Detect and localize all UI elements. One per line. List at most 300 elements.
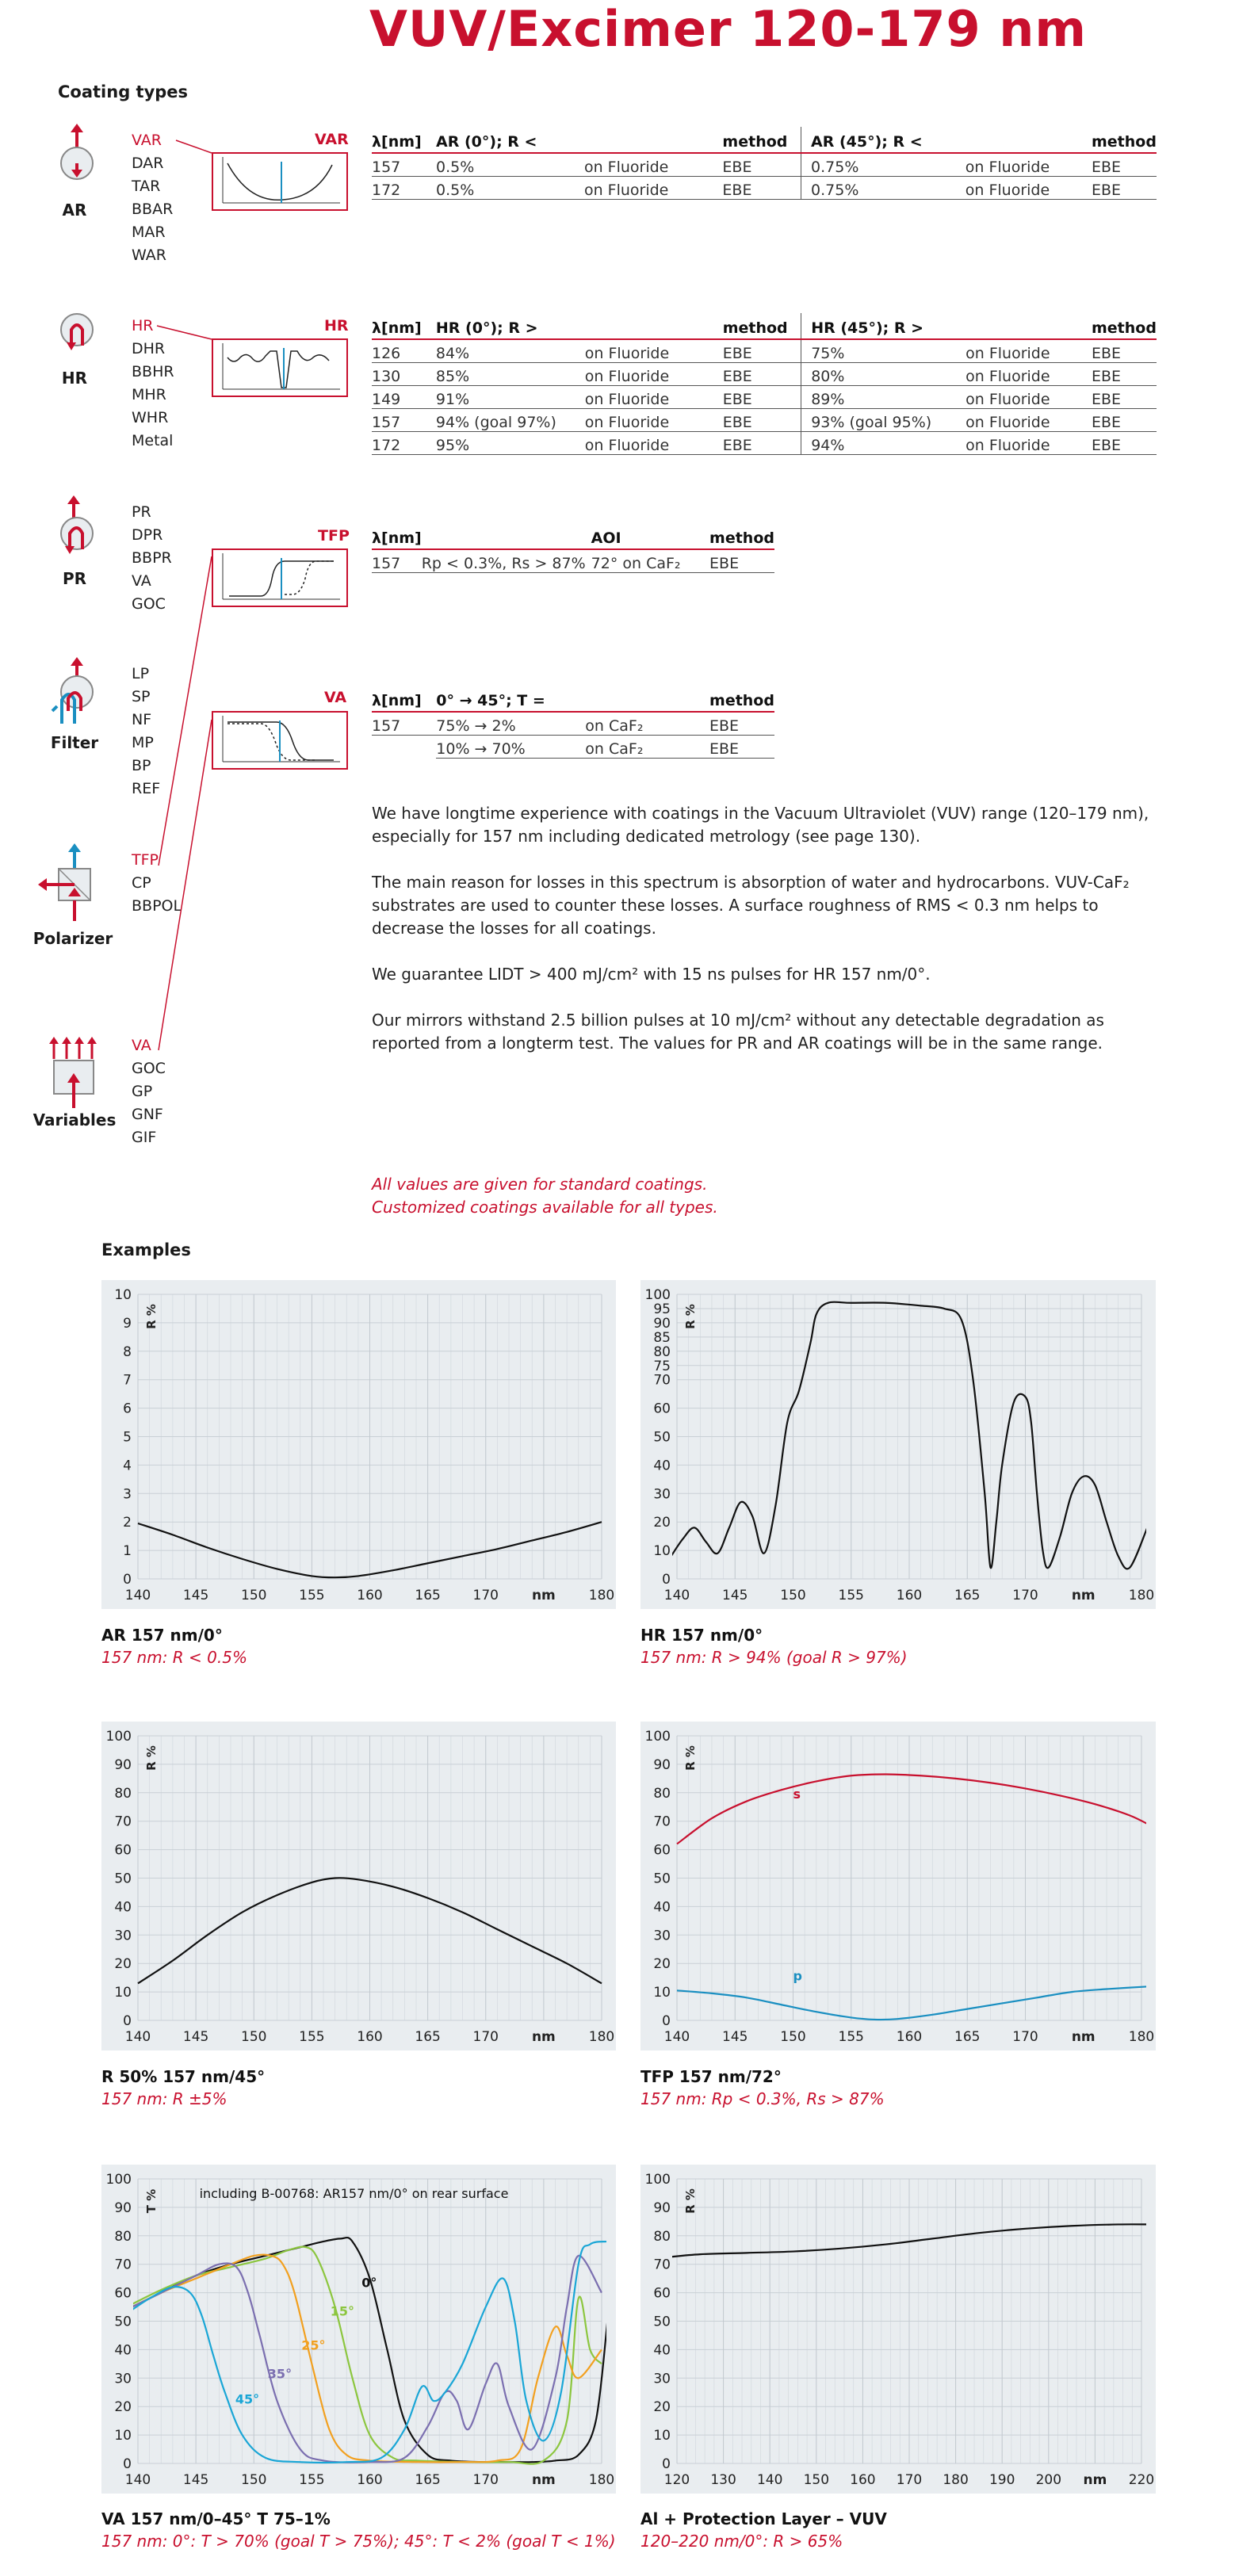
table-cell: Rp < 0.3%, Rs > 87% — [422, 549, 591, 573]
list-item[interactable]: TFP — [132, 851, 159, 869]
list-item[interactable]: DAR — [132, 155, 164, 172]
table-header: AOI — [591, 523, 709, 549]
y-tick-label: 90 — [114, 2200, 132, 2216]
list-item[interactable]: MHR — [132, 386, 166, 403]
x-tick-label: 140 — [756, 2472, 783, 2488]
x-tick-label: 160 — [357, 2029, 383, 2045]
list-item[interactable]: LP — [132, 665, 150, 682]
chart-svg — [101, 1722, 616, 2050]
list-item[interactable]: SP — [132, 688, 151, 705]
chart-title: R 50% 157 nm/45° — [101, 2067, 266, 2086]
y-tick-label: 60 — [653, 1401, 671, 1417]
mini-plot-var — [212, 152, 348, 211]
table-cell: on Fluoride — [965, 177, 1092, 200]
table-cell: on Fluoride — [585, 363, 723, 386]
list-item[interactable]: NF — [132, 711, 152, 728]
series-label: 25° — [301, 2337, 326, 2353]
table-cell — [372, 736, 436, 759]
chart-al-vuv — [640, 2165, 1156, 2494]
x-tick-label: 165 — [415, 2472, 441, 2488]
y-tick-label: 5 — [123, 1429, 132, 1446]
table-header-row — [372, 523, 774, 549]
table-cell: on Fluoride — [585, 409, 723, 432]
table-cell: 94% — [801, 432, 965, 455]
table-header: AR (0°); R < — [436, 127, 584, 153]
y-tick-label: 6 — [123, 1401, 132, 1417]
y-tick-label: 20 — [653, 1956, 671, 1973]
y-tick-label: 30 — [653, 1928, 671, 1944]
table-header: 0° → 45°; T = — [436, 686, 585, 712]
y-tick-label: 2 — [123, 1515, 132, 1531]
table-header-row — [372, 313, 1157, 339]
mini-label-hr: HR — [324, 317, 349, 334]
x-tick-label: 160 — [896, 1588, 923, 1603]
table-cell: 75% → 2% — [436, 712, 585, 736]
y-tick-label: 40 — [653, 2342, 671, 2359]
table-row — [372, 153, 1157, 177]
mini-label-var: VAR — [315, 131, 349, 148]
list-item[interactable]: WAR — [132, 247, 166, 264]
y-tick-label: 70 — [653, 2257, 671, 2273]
y-tick-label: 70 — [653, 1372, 671, 1389]
x-tick-label: 145 — [182, 2472, 209, 2488]
chart-subtitle: 157 nm: 0°: T > 70% (goal T > 75%); 45°: T < 2% (goal T < 1%) — [101, 2532, 616, 2551]
table-cell: on Fluoride — [965, 409, 1092, 432]
table-cell: on Fluoride — [585, 339, 723, 363]
table-header: λ[nm] — [372, 686, 436, 712]
x-tick-label: nm — [1083, 2472, 1107, 2488]
table-cell: 93% (goal 95%) — [801, 409, 965, 432]
x-tick-label: 150 — [780, 2029, 806, 2045]
x-tick-label: 160 — [850, 2472, 876, 2488]
list-item[interactable]: GNF — [132, 1106, 163, 1123]
y-tick-label: 100 — [644, 1287, 671, 1303]
x-tick-label: 180 — [588, 2029, 615, 2045]
chart-hr-157 — [640, 1280, 1156, 1609]
note-line: Customized coatings available for all types. — [372, 1198, 718, 1217]
table-cell: 0.75% — [801, 177, 965, 200]
y-tick-label: 0 — [662, 2456, 671, 2472]
y-tick-label: 50 — [114, 2314, 132, 2330]
table-header — [965, 127, 1092, 153]
list-item[interactable]: MAR — [132, 224, 166, 241]
table-row — [372, 409, 1157, 432]
table-cell: 94% (goal 97%) — [436, 409, 585, 432]
table-header: HR (0°); R > — [436, 313, 585, 339]
table-row — [372, 736, 774, 759]
y-tick-label: 30 — [114, 2371, 132, 2387]
table-cell: EBE — [723, 386, 801, 409]
x-tick-label: 180 — [943, 2472, 969, 2488]
x-tick-label: 140 — [124, 2472, 151, 2488]
x-tick-label: 180 — [588, 1588, 615, 1603]
series-label: s — [793, 1786, 801, 1802]
y-tick-label: 60 — [114, 2285, 132, 2302]
y-tick-label: 0 — [123, 2456, 132, 2472]
chart-svg — [101, 1280, 616, 1609]
y-tick-label: 90 — [114, 1756, 132, 1773]
paragraph: Our mirrors withstand 2.5 billion pulses at 10 mJ/cm² without any detectable degradation as reported from a longterm test. The values for PR and AR coatings will be in the same range. — [372, 1011, 1104, 1053]
y-tick-label: 90 — [653, 1756, 671, 1773]
y-tick-label: 80 — [114, 1785, 132, 1802]
list-item[interactable]: TAR — [132, 178, 161, 195]
chart-title: AR 157 nm/0° — [101, 1626, 223, 1645]
y-tick-label: 80 — [653, 1785, 671, 1802]
list-item[interactable]: HR — [132, 317, 154, 334]
x-tick-label: 180 — [588, 2472, 615, 2488]
x-tick-label: 170 — [472, 1588, 499, 1603]
y-tick-label: 75 — [653, 1358, 671, 1374]
chart-subtitle: 157 nm: R > 94% (goal R > 97%) — [640, 1648, 908, 1667]
chart-va-157 — [101, 2165, 616, 2494]
series-label: 0° — [361, 2275, 377, 2291]
table-cell: EBE — [1092, 386, 1157, 409]
list-item[interactable]: BP — [132, 757, 151, 774]
x-tick-label: nm — [1071, 1588, 1095, 1603]
chart-svg — [640, 1722, 1156, 2050]
y-tick-label: 10 — [114, 1985, 132, 2001]
table-header — [422, 523, 591, 549]
y-tick-label: 0 — [662, 2013, 671, 2029]
table-cell: on Fluoride — [584, 153, 722, 177]
table-cell: EBE — [722, 153, 801, 177]
x-tick-label: nm — [531, 2029, 556, 2045]
table-cell: on Fluoride — [965, 153, 1092, 177]
y-tick-label: 60 — [653, 2285, 671, 2302]
table-cell: 157 — [372, 712, 436, 736]
x-tick-label: 220 — [1128, 2472, 1155, 2488]
table-header: method — [1092, 127, 1157, 153]
category-label-polarizer: Polarizer — [33, 929, 113, 948]
series-label: 35° — [267, 2366, 293, 2382]
x-tick-label: 180 — [1128, 1588, 1155, 1603]
grid — [138, 1294, 602, 1579]
table-cell: 89% — [801, 386, 965, 409]
table-cell: on Fluoride — [585, 432, 723, 455]
x-tick-label: 140 — [663, 2029, 690, 2045]
table-cell: EBE — [1092, 432, 1157, 455]
y-tick-label: 8 — [123, 1343, 132, 1360]
x-tick-label: 155 — [299, 2472, 325, 2488]
chart-title: VA 157 nm/0–45° T 75–1% — [101, 2509, 331, 2528]
table-cell: on Fluoride — [584, 177, 722, 200]
x-tick-label: 165 — [415, 2029, 441, 2045]
table-header: λ[nm] — [372, 127, 436, 153]
y-tick-label: 0 — [123, 2013, 132, 2029]
list-item[interactable]: BBAR — [132, 201, 174, 218]
series-label: 45° — [235, 2391, 260, 2407]
table-row — [372, 363, 1157, 386]
x-tick-label: nm — [531, 2472, 556, 2488]
table-cell: 126 — [372, 339, 436, 363]
chart-subtitle: 157 nm: R ±5% — [101, 2089, 228, 2108]
x-tick-label: 160 — [357, 2472, 383, 2488]
x-tick-label: 145 — [722, 1588, 748, 1603]
category-label-hr: HR — [61, 369, 88, 388]
table-header: method — [1092, 313, 1157, 339]
table-header — [585, 686, 709, 712]
list-item[interactable]: WHR — [132, 409, 169, 426]
series-line — [677, 1774, 1153, 1844]
y-tick-label: 40 — [114, 1899, 132, 1916]
x-tick-label: 180 — [1128, 2029, 1155, 2045]
x-tick-label: 150 — [241, 2472, 267, 2488]
chart-svg — [640, 1280, 1156, 1609]
table-cell: EBE — [1092, 363, 1157, 386]
y-tick-label: 100 — [105, 1729, 132, 1745]
list-item[interactable]: VAR — [132, 132, 162, 149]
y-tick-label: 3 — [123, 1486, 132, 1503]
table-cell: EBE — [723, 363, 801, 386]
table-cell: EBE — [709, 712, 774, 736]
table-cell: 91% — [436, 386, 585, 409]
y-tick-label: 10 — [653, 2428, 671, 2444]
table-cell: 0.75% — [801, 153, 965, 177]
table-cell: EBE — [1092, 409, 1157, 432]
examples-heading: Examples — [101, 1240, 191, 1259]
y-tick-label: 50 — [653, 1871, 671, 1887]
grid — [138, 1736, 602, 2020]
y-tick-label: 90 — [653, 2200, 671, 2216]
chart-title: TFP 157 nm/72° — [640, 2067, 782, 2086]
list-item[interactable]: BBHR — [132, 363, 174, 380]
table-cell: EBE — [723, 409, 801, 432]
list-item[interactable]: GOC — [132, 1060, 166, 1077]
table-cell: 0.5% — [436, 153, 584, 177]
mini-plot-hr — [212, 338, 348, 397]
series-label: 15° — [330, 2303, 355, 2319]
table-cell: 85% — [436, 363, 585, 386]
table-cell: EBE — [722, 177, 801, 200]
x-tick-label: 155 — [838, 2029, 864, 2045]
list-item[interactable]: REF — [132, 780, 161, 797]
chart-svg — [101, 2165, 616, 2494]
table-header: method — [709, 523, 774, 549]
x-tick-label: 165 — [954, 1588, 981, 1603]
table-cell: EBE — [723, 432, 801, 455]
x-tick-label: 170 — [472, 2472, 499, 2488]
category-label-ar: AR — [62, 201, 87, 220]
table-cell: 80% — [801, 363, 965, 386]
x-tick-label: 170 — [472, 2029, 499, 2045]
table-cell: EBE — [709, 736, 774, 759]
y-tick-label: 10 — [653, 1543, 671, 1560]
list-item[interactable]: CP — [132, 874, 151, 892]
table-cell: EBE — [1092, 177, 1157, 200]
y-tick-label: 80 — [653, 2228, 671, 2245]
y-tick-label: 0 — [123, 1572, 132, 1588]
y-tick-label: 10 — [653, 1985, 671, 2001]
y-tick-label: 0 — [662, 1572, 671, 1588]
y-tick-label: 30 — [653, 1486, 671, 1503]
chart-subtitle: 120–220 nm/0°: R > 65% — [640, 2532, 843, 2551]
table-cell: EBE — [723, 339, 801, 363]
table-header: HR (45°); R > — [801, 313, 965, 339]
y-tick-label: 40 — [653, 1899, 671, 1916]
y-tick-label: 100 — [644, 2172, 671, 2188]
y-tick-label: 100 — [105, 2172, 132, 2188]
x-tick-label: 150 — [780, 1588, 806, 1603]
list-item[interactable]: BBPOL — [132, 897, 182, 915]
y-tick-label: 9 — [123, 1315, 132, 1332]
x-tick-label: 200 — [1035, 2472, 1062, 2488]
chart-subtitle: 157 nm: Rp < 0.3%, Rs > 87% — [640, 2089, 885, 2108]
chart-title: Al + Protection Layer – VUV — [640, 2509, 887, 2528]
table-row — [372, 177, 1157, 200]
list-item[interactable]: DPR — [132, 526, 163, 544]
table-cell: 157 — [372, 549, 422, 573]
category-label-pr: PR — [62, 569, 87, 588]
body-text — [372, 802, 1157, 1055]
y-tick-label: 50 — [653, 2314, 671, 2330]
x-tick-label: nm — [1071, 2029, 1095, 2045]
table-cell: 84% — [436, 339, 585, 363]
grid — [677, 2179, 1141, 2463]
list-item[interactable]: GOC — [132, 595, 166, 613]
y-tick-label: 70 — [114, 1814, 132, 1830]
y-axis-label: R % — [144, 1304, 159, 1329]
x-tick-label: 165 — [954, 2029, 981, 2045]
table-cell: 75% — [801, 339, 965, 363]
table-header: method — [709, 686, 774, 712]
list-item[interactable]: VA — [132, 1037, 151, 1054]
table-header: λ[nm] — [372, 523, 422, 549]
x-tick-label: 160 — [357, 1588, 383, 1603]
table-row — [372, 549, 774, 573]
table-header-row — [372, 127, 1157, 153]
y-tick-label: 85 — [653, 1329, 671, 1346]
x-tick-label: 140 — [663, 1588, 690, 1603]
paragraph: We guarantee LIDT > 400 mJ/cm² with 15 ns pulses for HR 157 nm/0°. — [372, 965, 931, 984]
y-tick-label: 4 — [123, 1458, 132, 1474]
table-header: method — [723, 313, 801, 339]
chart-title: HR 157 nm/0° — [640, 1626, 763, 1645]
table-row — [372, 339, 1157, 363]
y-tick-label: 1 — [123, 1543, 132, 1560]
mini-label-va: VA — [324, 689, 347, 706]
table-cell: on Fluoride — [965, 432, 1092, 455]
hr-table — [372, 313, 1157, 455]
x-tick-label: 145 — [182, 2029, 209, 2045]
tfp-table — [372, 523, 774, 573]
list-item[interactable]: PR — [132, 503, 151, 521]
y-tick-label: 7 — [123, 1372, 132, 1389]
y-tick-label: 20 — [114, 2399, 132, 2416]
x-tick-label: 130 — [710, 2472, 736, 2488]
table-cell: on CaF₂ — [585, 736, 709, 759]
chart-subtitle: 157 nm: R < 0.5% — [101, 1648, 247, 1667]
y-tick-label: 40 — [114, 2342, 132, 2359]
chart-svg — [640, 2165, 1156, 2494]
y-axis-label: T % — [144, 2188, 159, 2214]
table-header: λ[nm] — [372, 313, 436, 339]
page-title: VUV/Excimer 120-179 nm — [369, 0, 1088, 58]
x-tick-label: 170 — [1012, 1588, 1038, 1603]
y-axis-label: R % — [683, 2188, 698, 2214]
list-item[interactable]: BBPR — [132, 549, 172, 567]
list-item[interactable]: DHR — [132, 340, 166, 357]
table-row — [372, 432, 1157, 455]
x-tick-label: 155 — [299, 1588, 325, 1603]
table-cell: 157 — [372, 153, 436, 177]
table-cell: on CaF₂ — [585, 712, 709, 736]
table-cell: on Fluoride — [585, 386, 723, 409]
x-tick-label: 120 — [663, 2472, 690, 2488]
list-item[interactable]: MP — [132, 734, 154, 751]
table-header — [585, 313, 723, 339]
table-cell: on Fluoride — [965, 363, 1092, 386]
x-tick-label: 145 — [182, 1588, 209, 1603]
list-item[interactable]: Metal — [132, 432, 174, 449]
ar-table — [372, 127, 1157, 200]
table-cell: 172 — [372, 432, 436, 455]
x-tick-label: 145 — [722, 2029, 748, 2045]
list-item[interactable]: GP — [132, 1083, 153, 1100]
y-tick-label: 10 — [114, 2428, 132, 2444]
y-axis-label: R % — [683, 1745, 698, 1771]
table-header: method — [722, 127, 801, 153]
x-tick-label: 150 — [241, 2029, 267, 2045]
y-tick-label: 40 — [653, 1458, 671, 1474]
notes — [372, 1173, 718, 1219]
x-tick-label: 170 — [1012, 2029, 1038, 2045]
y-tick-label: 20 — [653, 1515, 671, 1531]
chart-annotation: including B-00768: AR157 nm/0° on rear surface — [199, 2186, 509, 2201]
x-tick-label: 155 — [299, 2029, 325, 2045]
y-tick-label: 10 — [114, 1287, 132, 1303]
y-tick-label: 100 — [644, 1729, 671, 1745]
x-tick-label: 190 — [988, 2472, 1015, 2488]
table-cell: 10% → 70% — [436, 736, 585, 759]
list-item[interactable]: GIF — [132, 1129, 157, 1146]
category-label-filter: Filter — [50, 733, 99, 752]
table-cell: 130 — [372, 363, 436, 386]
y-axis-label: R % — [683, 1304, 698, 1329]
table-cell: 95% — [436, 432, 585, 455]
table-cell: 172 — [372, 177, 436, 200]
x-tick-label: 165 — [415, 1588, 441, 1603]
table-cell: 0.5% — [436, 177, 584, 200]
x-tick-label: 140 — [124, 1588, 151, 1603]
y-axis-label: R % — [144, 1745, 159, 1771]
y-tick-label: 90 — [653, 1315, 671, 1332]
mini-label-tfp: TFP — [318, 527, 350, 545]
table-cell: EBE — [709, 549, 774, 573]
category-label-variables: Variables — [33, 1110, 117, 1129]
list-item[interactable]: VA — [132, 572, 151, 590]
y-tick-label: 70 — [653, 1814, 671, 1830]
y-tick-label: 30 — [653, 2371, 671, 2387]
y-tick-label: 50 — [114, 1871, 132, 1887]
chart-tfp-157 — [640, 1722, 1156, 2050]
table-header — [584, 127, 722, 153]
table-cell: EBE — [1092, 153, 1157, 177]
chart-r50-157 — [101, 1722, 616, 2050]
y-tick-label: 80 — [653, 1343, 671, 1360]
table-header: AR (45°); R < — [801, 127, 965, 153]
y-tick-label: 60 — [114, 1842, 132, 1859]
table-row — [372, 712, 774, 736]
coating-types-heading: Coating types — [58, 82, 189, 101]
grid — [677, 1294, 1141, 1579]
paragraph: We have longtime experience with coatings in the Vacuum Ultraviolet (VUV) range (120–179 nm), especially for 157 nm including dedicated metrology (see page 130). — [372, 804, 1149, 846]
x-tick-label: 170 — [896, 2472, 923, 2488]
y-tick-label: 60 — [653, 1842, 671, 1859]
x-tick-label: 160 — [896, 2029, 923, 2045]
x-tick-label: 155 — [838, 1588, 864, 1603]
x-tick-label: 140 — [124, 2029, 151, 2045]
y-tick-label: 70 — [114, 2257, 132, 2273]
